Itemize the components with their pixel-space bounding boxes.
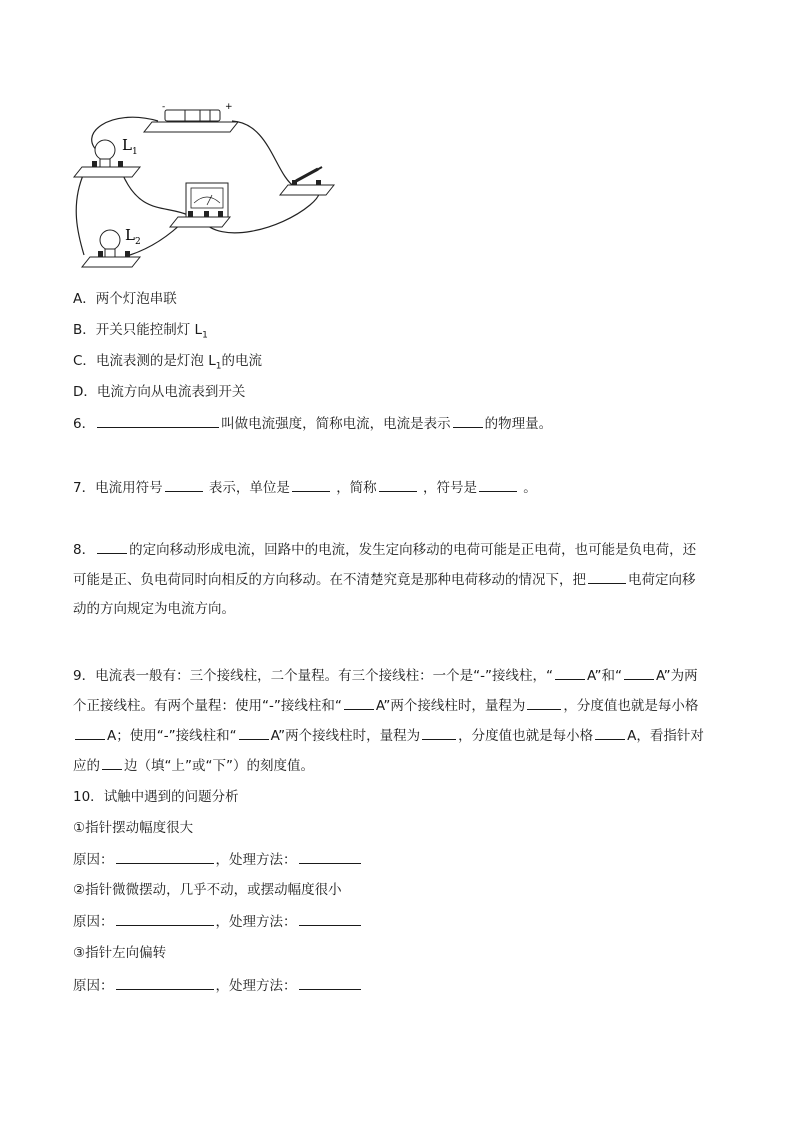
answer-blank[interactable] <box>453 413 483 428</box>
question-number: 8． <box>73 542 96 558</box>
reason-label: 原因： <box>73 978 114 994</box>
q10-item-3 <box>73 943 166 963</box>
q10-item-2-answer <box>73 911 363 932</box>
option-letter: B． <box>73 322 96 338</box>
q10-item-1 <box>73 818 193 838</box>
method-label: ，处理方法： <box>215 914 297 930</box>
answer-blank[interactable] <box>102 755 122 770</box>
question-text: 电流用符号 <box>95 480 163 496</box>
bulb-l2 <box>82 226 141 267</box>
question-text: 电荷定向移 <box>628 572 696 588</box>
question-8-line-1 <box>73 539 696 560</box>
method-blank[interactable] <box>299 975 361 990</box>
battery-minus-label: - <box>162 102 166 112</box>
answer-blank[interactable] <box>379 477 417 492</box>
answer-blank[interactable] <box>479 477 517 492</box>
answer-blank[interactable] <box>75 725 105 740</box>
option-d[interactable] <box>73 382 245 402</box>
q10-item-2 <box>73 880 342 900</box>
question-text: 的物理量。 <box>484 416 553 432</box>
question-number: 6． <box>73 416 96 432</box>
question-number: 9． <box>73 668 96 684</box>
option-text: 电流方向从电流表到开关 <box>96 384 246 400</box>
question-6 <box>73 413 552 434</box>
answer-blank[interactable] <box>595 725 625 740</box>
question-9-line-3 <box>73 725 704 746</box>
bulb-l1 <box>74 136 140 177</box>
bulb-l1-label: $L_1$ <box>122 136 138 157</box>
option-tail: 的电流 <box>221 353 262 369</box>
item-text: 指针左向偏转 <box>85 945 167 961</box>
option-c[interactable] <box>73 351 262 377</box>
wire-battery-switch <box>232 121 295 187</box>
answer-blank[interactable] <box>165 477 203 492</box>
question-10-title <box>73 787 239 807</box>
reason-blank[interactable] <box>116 911 214 926</box>
circuit-figure <box>70 95 340 280</box>
question-9-line-4 <box>73 755 314 776</box>
method-blank[interactable] <box>299 911 361 926</box>
option-text: 电流表测的是灯泡 L <box>95 353 216 369</box>
battery <box>144 102 238 132</box>
answer-blank[interactable] <box>239 725 269 740</box>
option-subscript: 1 <box>202 330 208 341</box>
answer-blank[interactable] <box>97 413 219 428</box>
option-text: 两个灯泡串联 <box>95 291 177 307</box>
method-label: ，处理方法： <box>215 852 297 868</box>
wire-bulb1-bulb2 <box>76 173 84 255</box>
option-a[interactable] <box>73 289 177 309</box>
question-7 <box>73 477 537 498</box>
option-text: 开关只能控制灯 L <box>95 322 203 338</box>
question-text: A”为两 <box>656 668 698 684</box>
answer-blank[interactable] <box>292 477 330 492</box>
question-text: 个正接线柱。有两个量程：使用“-”接线柱和“ <box>73 698 342 714</box>
question-text: 边（填“上”或“下”）的刻度值。 <box>124 758 314 774</box>
question-8-line-2 <box>73 569 696 590</box>
question-number: 7． <box>73 480 96 496</box>
item-text: 指针微微摆动，几乎不动，或摆动幅度很小 <box>85 882 342 898</box>
answer-blank[interactable] <box>555 665 585 680</box>
item-text: 指针摆动幅度很大 <box>85 820 194 836</box>
question-text: 试触中遇到的问题分析 <box>103 789 239 805</box>
option-subscript: 1 <box>215 361 222 372</box>
battery-plus-label: + <box>225 102 233 112</box>
answer-blank[interactable] <box>344 695 374 710</box>
ammeter <box>170 183 230 227</box>
q10-item-3-answer <box>73 975 363 996</box>
answer-blank[interactable] <box>422 725 456 740</box>
question-text: A”两个接线柱时，量程为 <box>375 698 526 714</box>
answer-blank[interactable] <box>588 569 626 584</box>
option-letter: C． <box>73 353 96 369</box>
question-9-line-2 <box>73 695 698 716</box>
question-text: 的定向移动形成电流，回路中的电流，发生定向移动的电荷可能是正电荷，也可能是负电荷，还 <box>129 542 697 558</box>
question-text: A”两个接线柱时，量程为 <box>270 728 421 744</box>
question-9-line-1 <box>73 665 698 686</box>
answer-blank[interactable] <box>527 695 561 710</box>
question-8-line-3 <box>73 599 235 619</box>
reason-blank[interactable] <box>116 849 214 864</box>
question-text: ，分度值也就是每小格 <box>563 698 699 714</box>
option-letter: D． <box>73 384 97 400</box>
question-text: ，分度值也就是每小格 <box>458 728 594 744</box>
method-label: ，处理方法： <box>215 978 297 994</box>
answer-blank[interactable] <box>97 539 127 554</box>
circled-number-3: ③ <box>73 945 86 961</box>
question-text: A”和“ <box>586 668 623 684</box>
question-number: 10． <box>73 789 104 805</box>
option-b[interactable] <box>73 320 208 346</box>
question-text: A，看指针对 <box>627 728 704 744</box>
question-text: 表示，单位是 <box>208 480 290 496</box>
question-text: 可能是正、负电荷同时向相反的方向移动。在不清楚究竟是那种电荷移动的情况下，把 <box>73 572 586 588</box>
question-text: 电流表一般有：三个接线柱，二个量程。有三个接线柱：一个是“-”接线柱，“ <box>95 668 553 684</box>
circled-number-1: ① <box>73 820 86 836</box>
question-text: ，符号是 <box>422 480 477 496</box>
question-text: ，简称 <box>336 480 377 496</box>
question-text: A；使用“-”接线柱和“ <box>107 728 237 744</box>
method-blank[interactable] <box>299 849 361 864</box>
wire-bulb1-ammeter <box>122 173 188 215</box>
question-text: 。 <box>523 480 537 496</box>
option-letter: A． <box>73 291 96 307</box>
bulb-l2-label: $L_2$ <box>125 226 141 247</box>
question-text: 动的方向规定为电流方向。 <box>73 601 235 617</box>
q10-item-1-answer <box>73 849 363 870</box>
question-text: 叫做电流强度，简称电流，电流是表示 <box>221 416 451 432</box>
reason-label: 原因： <box>73 852 114 868</box>
circled-number-2: ② <box>73 882 86 898</box>
question-text: 应的 <box>73 758 100 774</box>
answer-blank[interactable] <box>624 665 654 680</box>
reason-label: 原因： <box>73 914 114 930</box>
reason-blank[interactable] <box>116 975 214 990</box>
